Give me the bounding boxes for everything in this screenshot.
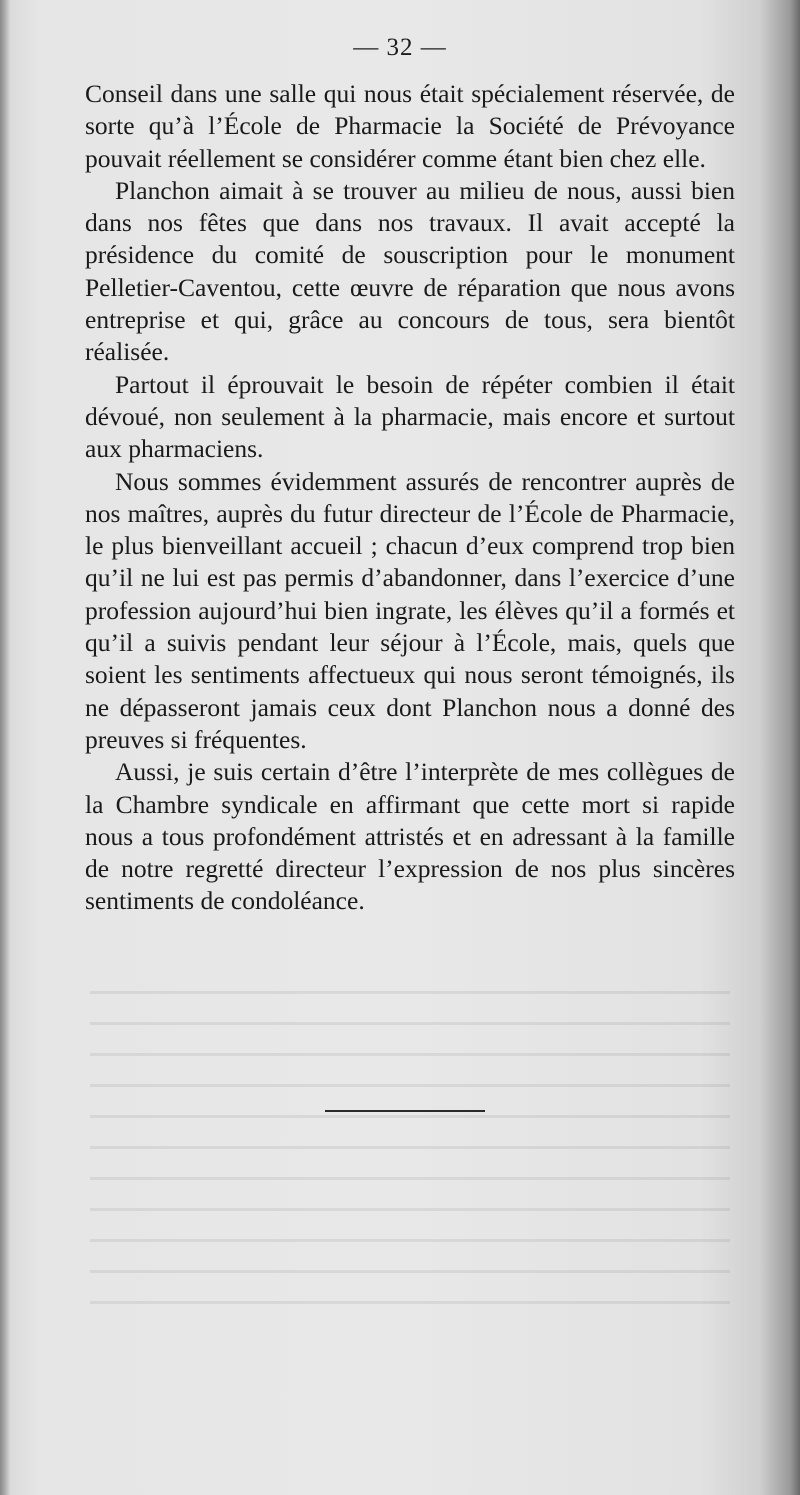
page-number: — 32 — — [353, 34, 447, 61]
paragraph: Conseil dans une salle qui nous était spécialement réservée, de sorte qu’à l’École de Pharmacie la Société de Prévoyance pouvait réellement se considérer comme étant bien chez elle. — [85, 79, 735, 173]
show-through-text — [90, 975, 730, 1315]
paragraph: Nous sommes évidemment assurés de rencontrer auprès de nos maîtres, auprès du futur directeur de l’École de Pharmacie, le plus bienveillant accueil ; chacun d’eux comprend trop bien qu’il ne lui est pas permis d’abandonner, dans l’exercice d’une profession aujourd’hui bien ingrate, les élèves qu’il a formés et qu’il a suivis pendant leur séjour à l’École, mais, quels que soient les sentiments affectueux qui nous seront témoignés, ils ne dépasseront jamais ceux dont Planchon nous a donné des preuves si fréquentes. — [85, 466, 735, 754]
page-edge-shadow — [0, 0, 10, 1495]
paragraph: Planchon aimait à se trouver au milieu de nous, aussi bien dans nos fêtes que dans nos travaux. Il avait accepté la présidence du comité de souscription pour le monument Pelletier-Caventou, cette œuvre de réparation que nous avons entreprise et qui, grâce au concours de tous, sera bientôt réalisée. — [85, 175, 735, 367]
body-text — [85, 78, 735, 918]
paragraph: Aussi, je suis certain d’être l’interprète de mes collègues de la Chambre syndicale en affirmant que cette mort si rapide nous a tous profondément attristés et en adressant à la famille de notre regretté directeur l’expression de nos plus sincères sentiments de condoléance. — [85, 757, 735, 916]
paragraph: Partout il éprouvait le besoin de répéter combien il était dévoué, non seulement à la pharmacie, mais encore et surtout aux pharmaciens. — [85, 369, 735, 464]
section-end-rule — [325, 1110, 485, 1112]
